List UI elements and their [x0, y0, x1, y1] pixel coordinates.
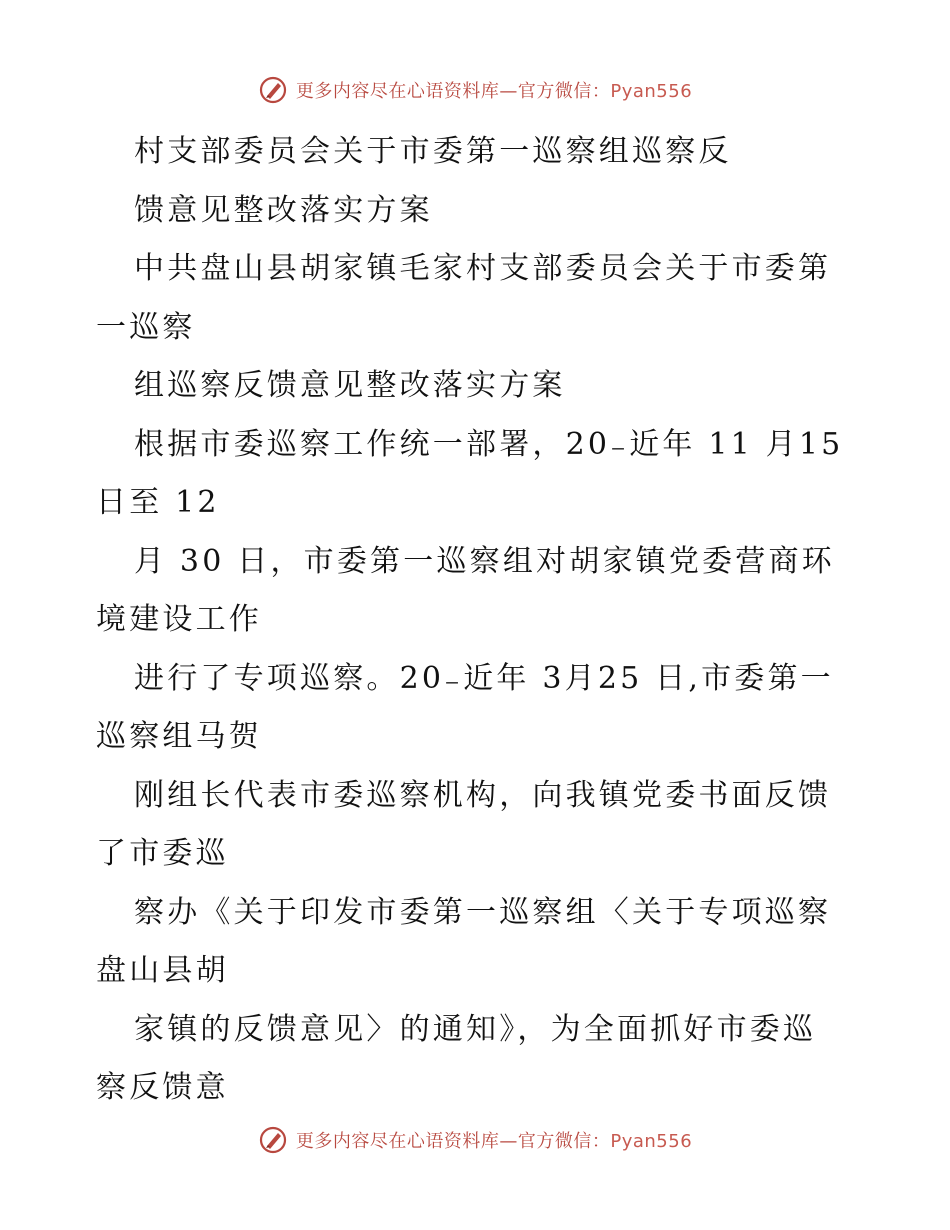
document-line: 根据市委巡察工作统一部署，20₋近年 11 月15 [134, 426, 844, 462]
document-body [96, 123, 856, 1118]
document-line: 巡察组马贺 [96, 719, 262, 754]
page-header-watermark [0, 70, 950, 110]
document-line: 馈意见整改落实方案 [134, 192, 433, 228]
document-line: 月 30 日，市委第一巡察组对胡家镇党委营商环 [134, 543, 835, 579]
document-line: 盘山县胡 [96, 953, 229, 988]
watermark-text: 更多内容尽在心语资料库—官方微信：Pyan556 [295, 81, 693, 102]
document-line: 察办《关于印发市委第一巡察组〈关于专项巡察 [134, 894, 832, 930]
document-line: 中共盘山县胡家镇毛家村支部委员会关于市委第 [134, 251, 832, 286]
document-line: 境建设工作 [96, 602, 262, 637]
pen-logo-icon [258, 75, 288, 105]
pen-logo-icon [258, 1125, 288, 1155]
document-line: 日至 12 [96, 485, 220, 520]
document-line: 刚组长代表市委巡察机构，向我镇党委书面反馈 [134, 777, 832, 813]
document-line: 了市委巡 [96, 836, 229, 871]
page-footer-watermark [0, 1120, 950, 1160]
document-line: 进行了专项巡察。20₋近年 3月25 日,市委第一 [134, 660, 834, 696]
document-line: 村支部委员会关于市委第一巡察组巡察反 [134, 134, 732, 169]
document-line: 察反馈意 [96, 1070, 229, 1105]
document-line: 组巡察反馈意见整改落实方案 [134, 368, 566, 403]
watermark-text: 更多内容尽在心语资料库—官方微信：Pyan556 [295, 1131, 693, 1152]
document-line: 家镇的反馈意见〉的通知》，为全面抓好市委巡 [134, 1011, 817, 1047]
document-line: 一巡察 [96, 309, 196, 345]
